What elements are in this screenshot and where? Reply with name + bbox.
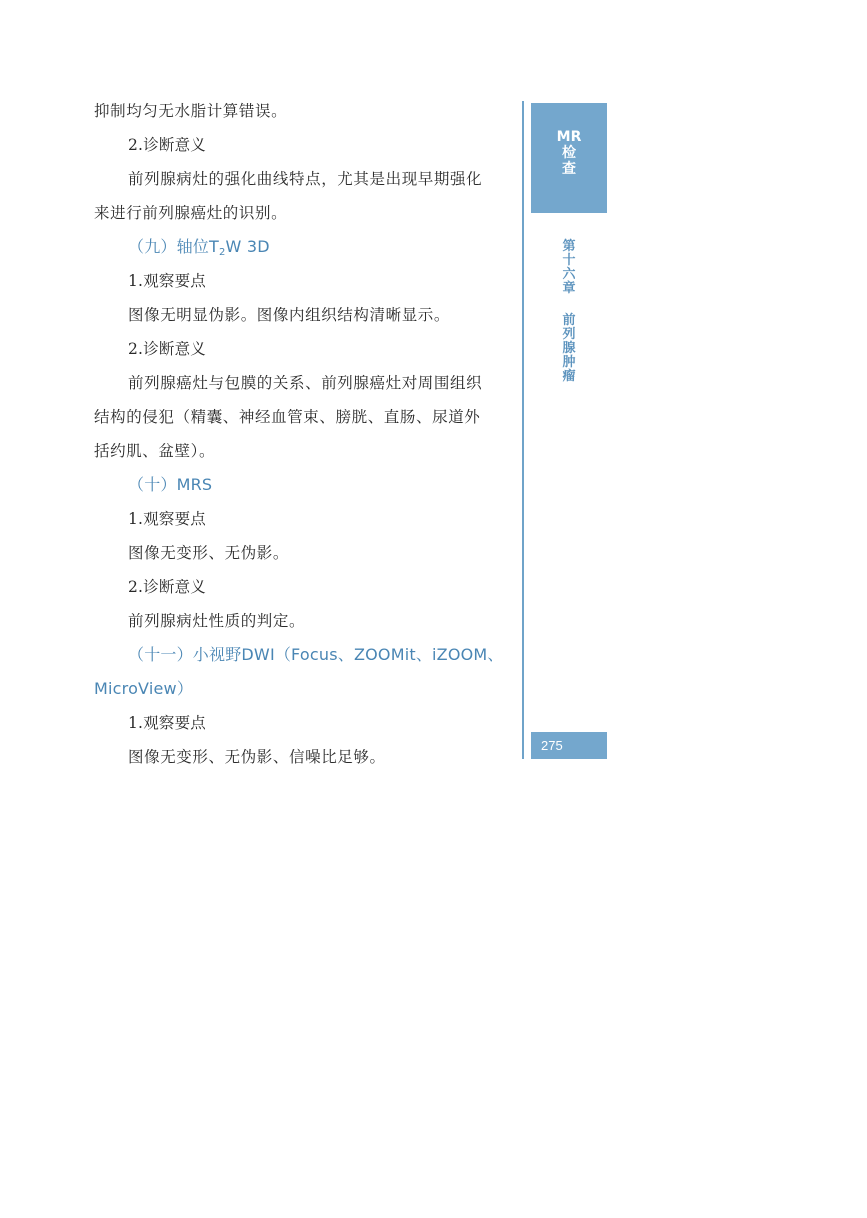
section-heading-10: （十）MRS xyxy=(128,475,213,494)
paragraph-line: 前列腺病灶性质的判定。 xyxy=(128,612,306,630)
subheading-diagnosis: 2.诊断意义 xyxy=(128,340,206,358)
chapter-title-vertical xyxy=(531,240,607,384)
subheading-observation: 1.观察要点 xyxy=(128,714,206,732)
page-number-box xyxy=(531,732,607,759)
chapter-char: 前 xyxy=(562,313,576,328)
chapter-char: 肿 xyxy=(562,355,576,370)
section-heading-11-cont: MicroView） xyxy=(94,679,194,698)
chapter-char: 六 xyxy=(562,267,576,282)
chapter-char: 十 xyxy=(562,253,576,268)
paragraph-line: 前列腺癌灶与包膜的关系、前列腺癌灶对周围组织 xyxy=(128,374,483,392)
heading-text: W 3D xyxy=(225,237,270,256)
chapter-char: 瘤 xyxy=(562,369,576,384)
paragraph-line: 图像无变形、无伪影、信噪比足够。 xyxy=(128,748,386,766)
tab-char: 检 xyxy=(562,145,576,161)
chapter-char: 列 xyxy=(562,327,576,342)
vertical-divider xyxy=(522,101,524,759)
chapter-char: 第 xyxy=(562,239,576,254)
paragraph-line: 来进行前列腺癌灶的识别。 xyxy=(94,204,288,222)
chapter-char: 腺 xyxy=(562,341,576,356)
page-body xyxy=(94,94,504,774)
paragraph-line: 括约肌、盆壁）。 xyxy=(94,442,216,460)
subheading-observation: 1.观察要点 xyxy=(128,272,206,290)
tab-char: MR xyxy=(556,129,582,145)
paragraph-line: 图像无明显伪影。图像内组织结构清晰显示。 xyxy=(128,306,451,324)
section-heading-11: （十一）小视野DWI（Focus、ZOOMit、iZOOM、 xyxy=(128,645,504,664)
subheading-diagnosis: 2.诊断意义 xyxy=(128,578,206,596)
paragraph-line: 图像无变形、无伪影。 xyxy=(128,544,290,562)
paragraph-line: 结构的侵犯（精囊、神经血管束、膀胱、直肠、尿道外 xyxy=(94,408,481,426)
page-number: 275 xyxy=(541,738,563,753)
tab-char: 查 xyxy=(562,161,576,177)
chapter-char: 章 xyxy=(562,281,576,296)
paragraph-line: 前列腺病灶的强化曲线特点，尤其是出现早期强化 xyxy=(128,170,483,188)
section-tab-label xyxy=(531,129,607,177)
subheading-diagnosis: 2.诊断意义 xyxy=(128,136,206,154)
subheading-observation: 1.观察要点 xyxy=(128,510,206,528)
chapter-gap xyxy=(531,296,607,314)
heading-text: （九）轴位T xyxy=(128,237,219,256)
section-heading-9 xyxy=(94,230,504,264)
heading-subscript: 2 xyxy=(218,247,226,258)
section-tab xyxy=(531,103,607,213)
paragraph-line: 抑制均匀无水脂计算错误。 xyxy=(94,102,288,120)
